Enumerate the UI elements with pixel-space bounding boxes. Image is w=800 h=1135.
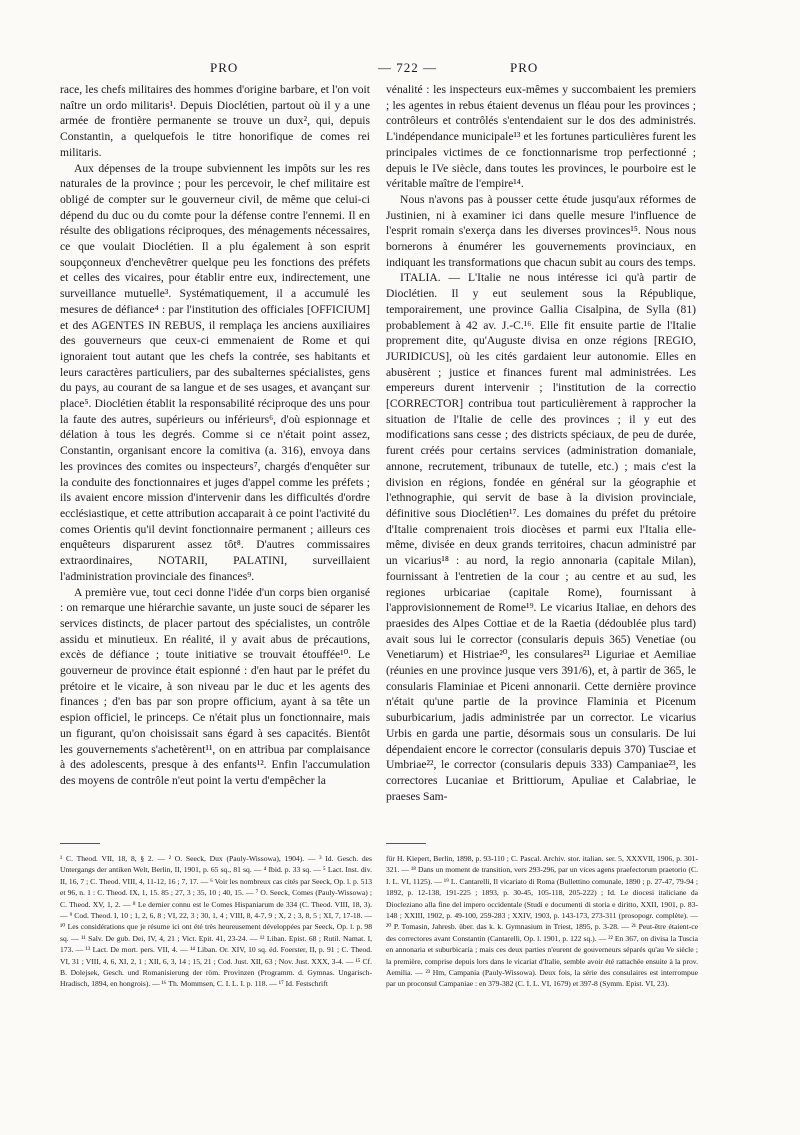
footnotes-right xyxy=(386,853,698,990)
running-header xyxy=(60,60,746,80)
paragraph: vénalité : les inspecteurs eux-mêmes y succombaient les premiers ; les agentes in rebus étaient devenus un fléau pour les provinces ; contrôleurs et contrôlés s'entendaient sur le dos des administrés. L'indépendance municipale¹³ et les fortunes particulières furent les principales victimes de ce fonctionnarisme trop perfectionné ; depuis le IVe siècle, dans toutes les provinces, le pourboire est le véritable maître de l'empire¹⁴. xyxy=(386,83,696,191)
footnote-text: für H. Kiepert, Berlin, 1898, p. 93-110 ; C. Pascal. Archiv. stor. italian. ser. 5, XXXVII, 1906, p. 301-321. — ¹⁸ Dans un moment de transition, vers 293-296, par un vices agens praefectorum praetorio (C. I. L. VI, 1125). — ¹⁹ L. Cantarelli, Il vicariato di Roma (Bullettino comunale, 1890 ; p. 27-47, 79-94 ; 1892, p. 12-138, 191-225 ; 1893, p. 30-45, 105-118, 205-222) ; Id. Le diocesi italiciane da Diocleziano alla fine del impero occidentale (Studi e documenti di storia e diritto, XXII, 1901, p. 83-148 ; XXIII, 1902, p. 49-100, 259-283 ; XXIV, 1903, p. 143-173, 273-311 (prosopogr. complète). — ²⁰ P. Tomasin, Jahresb. über. das k. k. Gymnasium in Triest, 1895, p. 3-28. — ²¹ Peut-être étaient-ce des correctores avant Constantin (Cantarelli, Op. l. 1901, p. 122 sq.). — ²² En 367, on divisa la Tuscia en annonaria et suburbicaria ; mais ces deux parties n'eurent de gouverneurs séparés qu'au Ve siècle ; la première, comprise depuis lors dans le vicariat d'Italie, semble avoir été rattachée ensuite à la prov. Aemilia. — ²³ Hm, Campania (Pauly-Wissowa). Deux fois, la série des consulaires est interrompue par un proconsul Campaniae : en 379-382 (C. I. L. VI, 1679) et 397-8 (Symm. Epist. VI, 23). xyxy=(386,854,698,989)
paragraph: A première vue, tout ceci donne l'idée d'un corps bien organisé : on remarque une hiérarchie savante, un juste souci de séparer les services distincts, de placer partout des spécialistes, un contrôle assidu et minutieux. En réalité, il y avait abus de précautions, excès de défiance ; toute initiative se trouvait étouffée¹⁰. Le gouverneur de province était espionné : d'en haut par le préfet du prétoire et le vicaire, à son niveau par le duc et les agents des finances ; d'en bas par son propre officium, ayant à sa tête un espion officiel, le princeps. Ce n'était plus un fonctionnaire, mais un figurant, qu'on choisissait sans égard à ses capacités. Bientôt les gouvernements s'achetèrent¹¹, on en attribua par complaisance à des adolescents, presque à des enfants¹². Enfin l'accumulation des moyens de contrôle n'eut point la vertu d'empêcher la xyxy=(60,585,370,787)
header-left: PRO xyxy=(210,60,239,75)
left-column xyxy=(60,82,370,789)
header-right: PRO xyxy=(510,60,539,75)
footnote-rule xyxy=(386,843,426,844)
footnotes-left xyxy=(60,853,372,990)
page-number: — 722 — xyxy=(378,60,437,75)
footnote-rule xyxy=(60,843,100,844)
paragraph: Aux dépenses de la troupe subviennent les impôts sur les res naturales de la province ; pour les percevoir, le chef militaire est obligé de compter sur le gouverneur civil, de même que celui-ci dépend du duc ou du comte pour la défense contre l'ennemi. Il en résulte des obligations réciproques, des ménagements nécessaires, ce que voulait Dioclétien. Il a plu également à son esprit soupçonneux d'enchevêtrer quelque peu les fonctions des préfets et celles des vicaires, pour établir entre eux, indirectement, une surveillance mutuelle³. Systématiquement, il a accumulé les mesures de défiance⁴ : par l'institution des officiales [OFFICIUM] et des AGENTES IN REBUS, il remplaça les anciens auxiliaires des gouverneurs que ceux-ci emmenaient de Rome et qui ignoraient tout autant que les chefs la contrée, ses habitants et leurs caractères particuliers, par des subalternes spécialistes, gens du pays, au courant de sa langue et de ses usages, et avançant sur place⁵. Dioclétien établit la responsabilité réciproque des uns pour la faute des autres, supérieurs ou inférieurs⁶, d'où espionnage et délation à tous les degrés. Comme si ce n'était point assez, Constantin, organisant encore la comitiva (a. 316), envoya dans les provinces des comites ou inspecteurs⁷, chargés d'enquêter sur la conduite des fonctionnaires et juges d'appel comme les préfets ; ils avaient encore mission d'intervenir dans les difficultés d'ordre ecclésiastique, et cette attribution accaparait à ce point l'activité du comes Orientis qu'il devint fonctionnaire permanent ; ailleurs ces enquêteurs disparurent assez tôt⁸. D'autres commissaires extraordinaires, NOTARII, PALATINI, surveillaient l'administration provinciale des finances⁹. xyxy=(60,161,370,583)
right-column xyxy=(386,82,696,804)
footnote-text: ¹ C. Theod. VII, 18, 8, § 2. — ² O. Seeck, Dux (Pauly-Wissowa), 1904). — ³ Id. Gesch. des Untergangs der antiken Welt, Berlin, II, 1901, p. 65 sq., 81 sq. — ⁴ Ibid. p. 33 sq. — ⁵ Lact. Inst. div. II, 16, 7 ; C. Theod. VIII, 4, 11-12, 16 ; 7, 17. — ⁶ Voir les nombreux cas cités par Seeck, Op. l. p. 513 et 96, n. 1 : C. Theod. IX, 1, 15. 85 ; 27, 3 ; 35, 10 ; 40, 15. — ⁷ O. Seeck, Comes (Pauly-Wissowa) ; C. Theod. XV, 1, 2. — ⁸ Le dernier connu est le Comes Hispaniarum de 334 (C. Theod. VIII, 18, 3). — ⁹ Cod. Theod. I, 10 ; 1, 2, 6, 8 ; VI, 22, 3 ; 30, 1, 4 ; VIII, 8, 4-7, 9 ; X, 2 ; 3, 8, 5 ; XI, 7, 17-18. — ¹⁰ Les considérations que je résume ici ont été très heureusement développées par Seeck, Op. l. p. 98 sq. — ¹¹ Salv. De gub. Dei, IV, 4, 21 ; Vict. Epit. 41, 23-24. — ¹² Liban. Epist. 68 ; Rutil. Namat. I, 173. — ¹³ Lact. De mort. pers. VII, 4. — ¹⁴ Liban. Or. XIV, 10 sq. éd. Foerster, II, p. 91 ; C. Theod. VI, 31 ; VIII, 4, 6, XI, 2, 1 ; XII, 6, 3, 14 ; 15, 21 ; Cod. Just. XII, 63 ; Nov. Just. XXX, 3-4. — ¹⁵ Cf. B. Dolejsek, Gesch. und Romanisierung der röm. Provinzen (Programm. d. Gymnas. Ungarisch-Hradisch, 1894, en hongrois). — ¹⁶ Th. Mommsen, C. I. L. I. p. 118. — ¹⁷ Id. Festschrift xyxy=(60,854,372,989)
paragraph: Nous n'avons pas à pousser cette étude jusqu'aux réformes de Justinien, ni à examiner ici dans quelle mesure l'influence de l'esprit romain s'exerça dans les diverses provinces¹⁵. Nous nous bornerons à énumérer les gouvernements provinciaux, en indiquant les transformations que chacun subit au cours des temps. xyxy=(386,192,696,269)
paragraph: ITALIA. — L'Italie ne nous intéresse ici qu'à partir de Dioclétien. Il y eut seulement sous la République, temporairement, une province Gallia Cisalpina, de Sylla (81) probablement à 42 av. J.-C.¹⁶. Elle fit ensuite partie de l'Italie proprement dite, qu'Auguste divisa en onze régions [REGIO, JURIDICUS], où les cités gardaient leur autonomie. Elles en abusèrent ; justice et finances furent mal administrées. Les empereurs durent intervenir ; l'institution de la correctio [CORRECTOR] contribua tout particulièrement à rapprocher la situation de l'Italie de celle des provinces ; il y eut des modifications sans cesse ; des districts spéciaux, de peu de durée, furent créés pour certains services (administration domaniale, annone, recrutement, tribunaux de tutelle, etc.) ; mais c'est la division en régions, fondée en général sur la géographie et l'ethnographie, qui servit de base à la division provinciale, définitive sous Dioclétien¹⁷. Les domaines du préfet du prétoire d'Italie comprenaient trois diocèses et parmi eux l'Italia elle-même, divisée en deux grands territoires, chacun administré par un vicarius¹⁸ : au nord, la regio annonaria (capitale Milan), fournissant à l'entretien de la cour ; au centre et au sud, les regiones urbicariae (capitale Rome), fournissant à l'approvisionnement de Rome¹⁹. Le vicarius Italiae, en dehors des praesides des Alpes Cottiae et de la Raetia (dédoublée plus tard) avait sous lui le corrector (consularis depuis 365) Venetiae (ou Venetiarum) et Histriae²⁰, les consulares²¹ Liguriae et Aemiliae (réunies en une province jusque vers 391/6), et, à partir de 365, le consularis Flaminiae et Piceni annonarii. Cette dernière province n'était qu'une partie de la province Flaminia et Picenum suburbicarium, jadis administrée par un corrector. Le vicarius Urbis en garda une partie, désormais sous un consularis. De lui dépendaient encore le corrector (consularis depuis 370) Tusciae et Umbriae²², le corrector (consularis depuis 333) Campaniae²³, les correctores Lucaniae et Brittiorum, Apuliae et Calabriae, le praeses Sam- xyxy=(386,271,696,803)
paragraph: race, les chefs militaires des hommes d'origine barbare, et l'on voit naître un ordo militaris¹. Depuis Dioclétien, partout où il y a une armée de frontière permanente se trouve un dux², qui, depuis Constantin, a quelquefois le titre honorifique de comes rei militaris. xyxy=(60,83,370,159)
